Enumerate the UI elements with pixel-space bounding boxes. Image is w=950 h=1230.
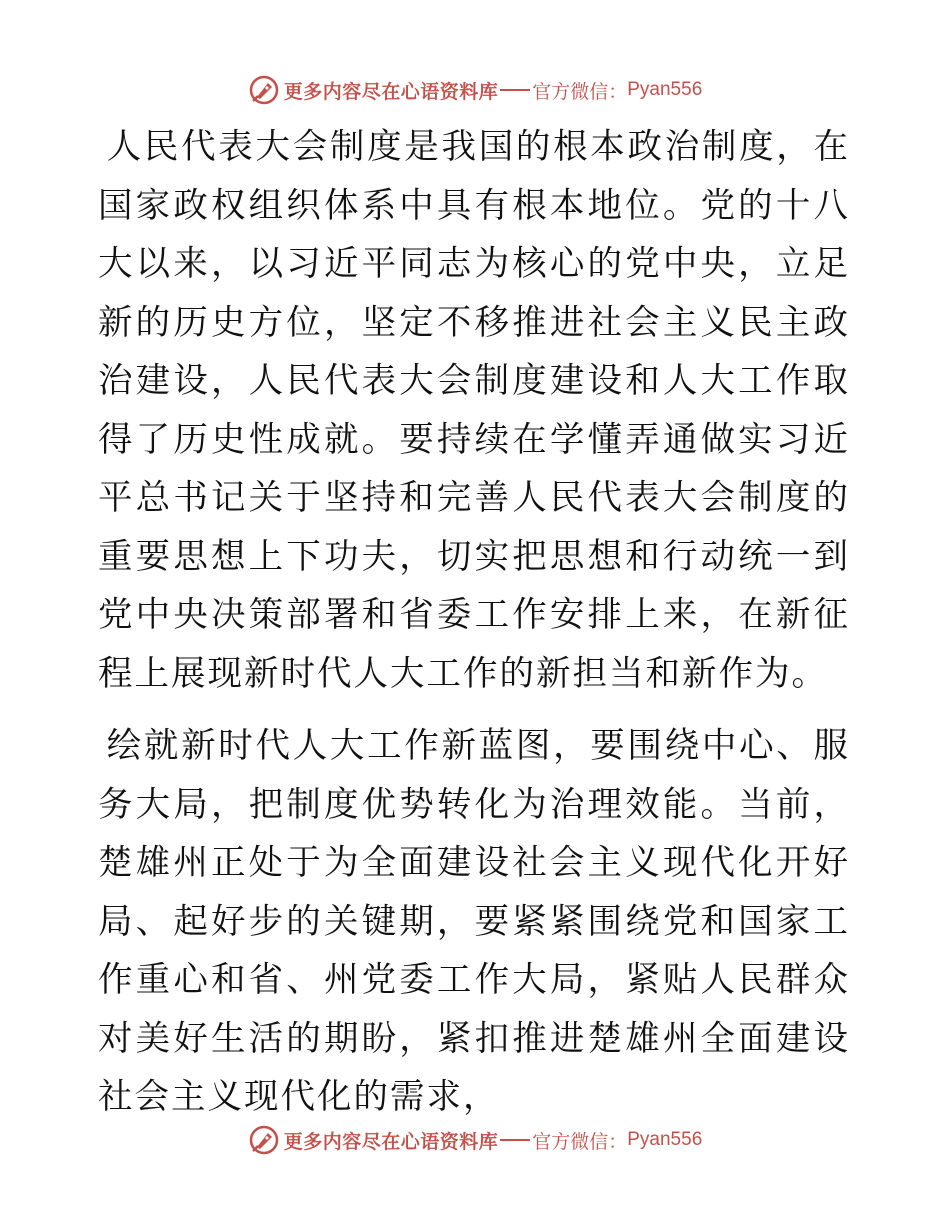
contact-label: 官方微信：	[532, 1130, 628, 1153]
pen-nib-logo-icon	[248, 74, 280, 106]
paragraph	[98, 118, 850, 703]
contact-id: Pyan556	[627, 1129, 703, 1150]
contact-id: Pyan556	[627, 79, 703, 100]
paragraph-text: 绘就新时代人大工作新蓝图，要围绕中心、服务大局，把制度优势转化为治理效能。当前，楚雄州正处于为全面建设社会主义现代化开好局、起好步的关键期，要紧紧围绕党和国家工作重心和省、州党委工作大局，紧贴人民群众对美好生活的期盼，紧扣推进楚雄州全面建设社会主义现代化的需求，	[98, 726, 850, 1117]
banner-dash	[500, 1139, 530, 1141]
header-banner	[0, 70, 950, 110]
paragraph-text: 人民代表大会制度是我国的根本政治制度，在国家政权组织体系中具有根本地位。党的十八大以来，以习近平同志为核心的党中央，立足新的历史方位，坚定不移推进社会主义民主政治建设，人民代表大会制度建设和人大工作取得了历史性成就。要持续在学懂弄通做实习近平总书记关于坚持和完善人民代表大会制度的重要思想上下功夫，切实把思想和行动统一到党中央决策部署和省委工作安排上来，在新征程上展现新时代人大工作的新担当和新作为。	[98, 127, 850, 694]
promo-text: 更多内容尽在心语资料库	[283, 1130, 499, 1153]
footer-banner	[0, 1120, 950, 1160]
pen-nib-logo-icon	[248, 1124, 280, 1156]
banner-dash	[500, 89, 530, 91]
promo-text: 更多内容尽在心语资料库	[283, 80, 499, 103]
paragraph	[98, 717, 850, 1127]
document-body	[98, 118, 850, 1127]
contact-label: 官方微信：	[532, 80, 628, 103]
